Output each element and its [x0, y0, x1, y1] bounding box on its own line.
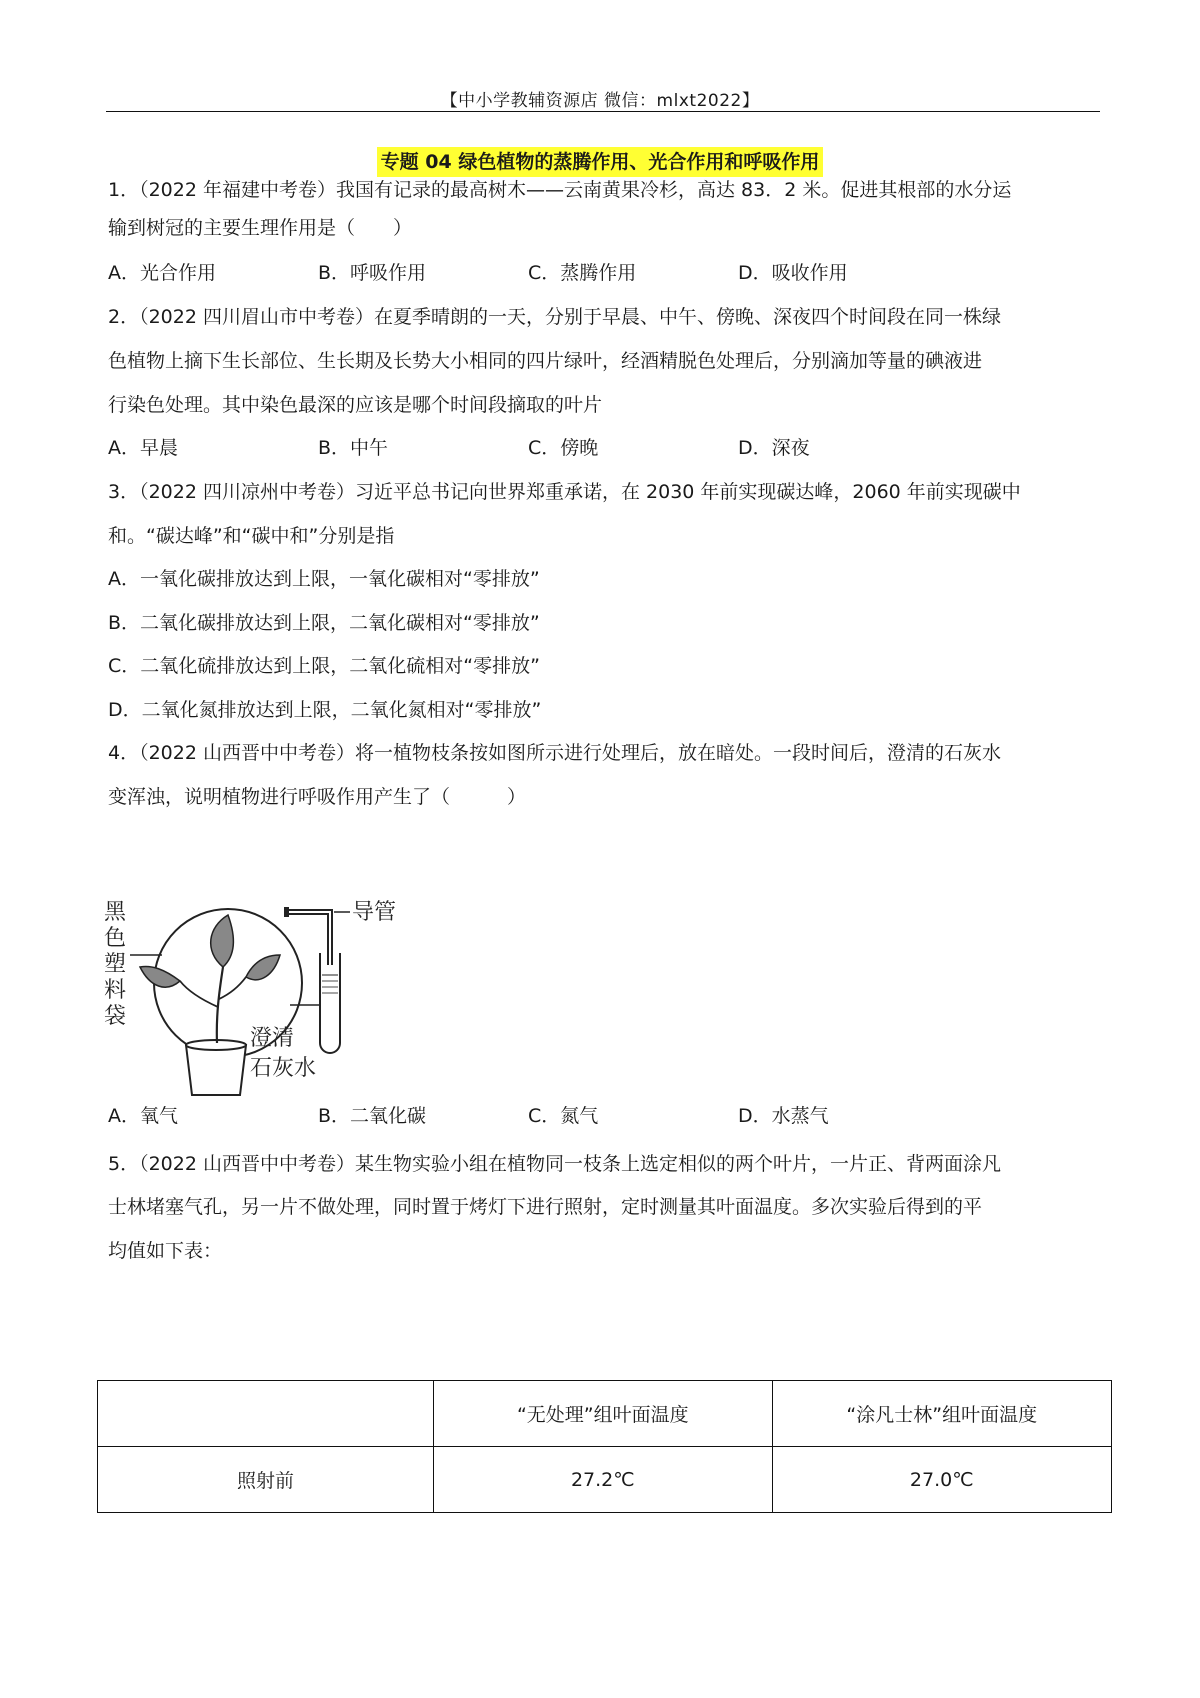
- question-2-line-2: 色植物上摘下生长部位、生长期及长势大小相同的四片绿叶，经酒精脱色处理后，分别滴加等量的碘液进: [108, 350, 983, 372]
- header-divider: [106, 111, 1100, 112]
- test-tube-icon: [320, 953, 340, 1053]
- question-1-option-a: A．光合作用: [108, 262, 216, 284]
- tube-clip: [284, 907, 289, 917]
- plant-experiment-figure: [100, 895, 430, 1135]
- question-3-option-a: A．一氧化碳排放达到上限，一氧化碳相对“零排放”: [108, 568, 540, 590]
- bag-label-char-5: 袋: [104, 1004, 127, 1029]
- question-2-option-b: B．中午: [318, 437, 389, 459]
- question-2-line-3: 行染色处理。其中染色最深的应该是哪个时间段摘取的叶片: [108, 394, 603, 416]
- bag-label-char-3: 塑: [104, 952, 127, 977]
- temperature-table: [97, 1380, 1112, 1513]
- question-1-line-1: 1．（2022 年福建中考卷）我国有记录的最高树木——云南黄果冷杉，高达 83．2 米。促进其根部的水分运: [108, 179, 1012, 201]
- flower-pot-icon: [186, 1045, 246, 1095]
- table-cell: 27.2℃: [434, 1447, 772, 1513]
- question-5-line-2: 士林堵塞气孔，另一片不做处理，同时置于烤灯下进行照射，定时测量其叶面温度。多次实验后得到的平: [108, 1196, 983, 1218]
- bag-label-char-2: 色: [104, 926, 127, 951]
- bag-label-char-4: 料: [104, 978, 127, 1003]
- table-header-row: [98, 1381, 1112, 1447]
- leaf-top-icon: [211, 915, 234, 967]
- delivery-tube: [286, 910, 332, 965]
- branch-right: [219, 977, 246, 999]
- question-2-option-c: C．傍晚: [528, 437, 599, 459]
- plant-stem: [217, 967, 223, 1043]
- table-header-cell: [98, 1381, 434, 1447]
- title-container: [0, 147, 1200, 177]
- question-4-line-1: 4．（2022 山西晋中中考卷）将一植物枝条按如图所示进行处理后，放在暗处。一段时间后，澄清的石灰水: [108, 742, 1001, 764]
- question-5-line-1: 5．（2022 山西晋中中考卷）某生物实验小组在植物同一枝条上选定相似的两个叶片，一片正、背两面涂凡: [108, 1153, 1001, 1175]
- question-3-option-c: C．二氧化硫排放达到上限，二氧化硫相对“零排放”: [108, 655, 540, 677]
- question-4-option-b: B．二氧化碳: [318, 1105, 427, 1127]
- question-3-line-1: 3．（2022 四川凉州中考卷）习近平总书记向世界郑重承诺，在 2030 年前实现碳达峰，2060 年前实现碳中: [108, 481, 1021, 503]
- question-4-option-c: C．氮气: [528, 1105, 599, 1127]
- question-4-option-d: D．水蒸气: [738, 1105, 829, 1127]
- question-4-option-a: A．氧气: [108, 1105, 178, 1127]
- question-2-line-1: 2．（2022 四川眉山市中考卷）在夏季晴朗的一天，分别于早晨、中午、傍晚、深夜四个时间段在同一株绿: [108, 306, 1001, 328]
- question-1-option-c: C．蒸腾作用: [528, 262, 637, 284]
- delivery-tube-inner: [286, 914, 328, 965]
- question-3-line-2: 和。“碳达峰”和“碳中和”分别是指: [108, 525, 395, 547]
- question-3-option-d: D．二氧化氮排放达到上限，二氧化氮相对“零排放”: [108, 699, 542, 721]
- question-3-option-b: B．二氧化碳排放达到上限，二氧化碳相对“零排放”: [108, 612, 540, 634]
- lime-label-line-1: 澄清: [250, 1026, 295, 1051]
- page-header: 【中小学教辅资源店 微信：mlxt2022】: [440, 91, 760, 111]
- table-cell: 27.0℃: [772, 1447, 1111, 1513]
- document-title: 专题 04 绿色植物的蒸腾作用、光合作用和呼吸作用: [377, 147, 824, 177]
- leaf-right-icon: [246, 955, 280, 980]
- tube-label: 导管: [352, 900, 397, 925]
- bag-label-char-1: 黑: [104, 900, 127, 925]
- question-1-line-2: 输到树冠的主要生理作用是（ ）: [108, 217, 413, 239]
- table-header-cell: “涂凡士林”组叶面温度: [772, 1381, 1111, 1447]
- branch-left: [180, 981, 218, 1007]
- question-5-line-3: 均值如下表：: [108, 1240, 223, 1262]
- question-1-option-d: D．吸收作用: [738, 262, 848, 284]
- table-cell: 照射前: [98, 1447, 434, 1513]
- table-row: [98, 1447, 1112, 1513]
- question-2-option-d: D．深夜: [738, 437, 810, 459]
- question-1-option-b: B．呼吸作用: [318, 262, 427, 284]
- lime-label-line-2: 石灰水: [250, 1056, 317, 1081]
- question-2-option-a: A．早晨: [108, 437, 178, 459]
- table-header-cell: “无处理”组叶面温度: [434, 1381, 772, 1447]
- leaf-left-icon: [140, 967, 180, 988]
- question-4-line-2: 变浑浊，说明植物进行呼吸作用产生了（ ）: [108, 786, 527, 808]
